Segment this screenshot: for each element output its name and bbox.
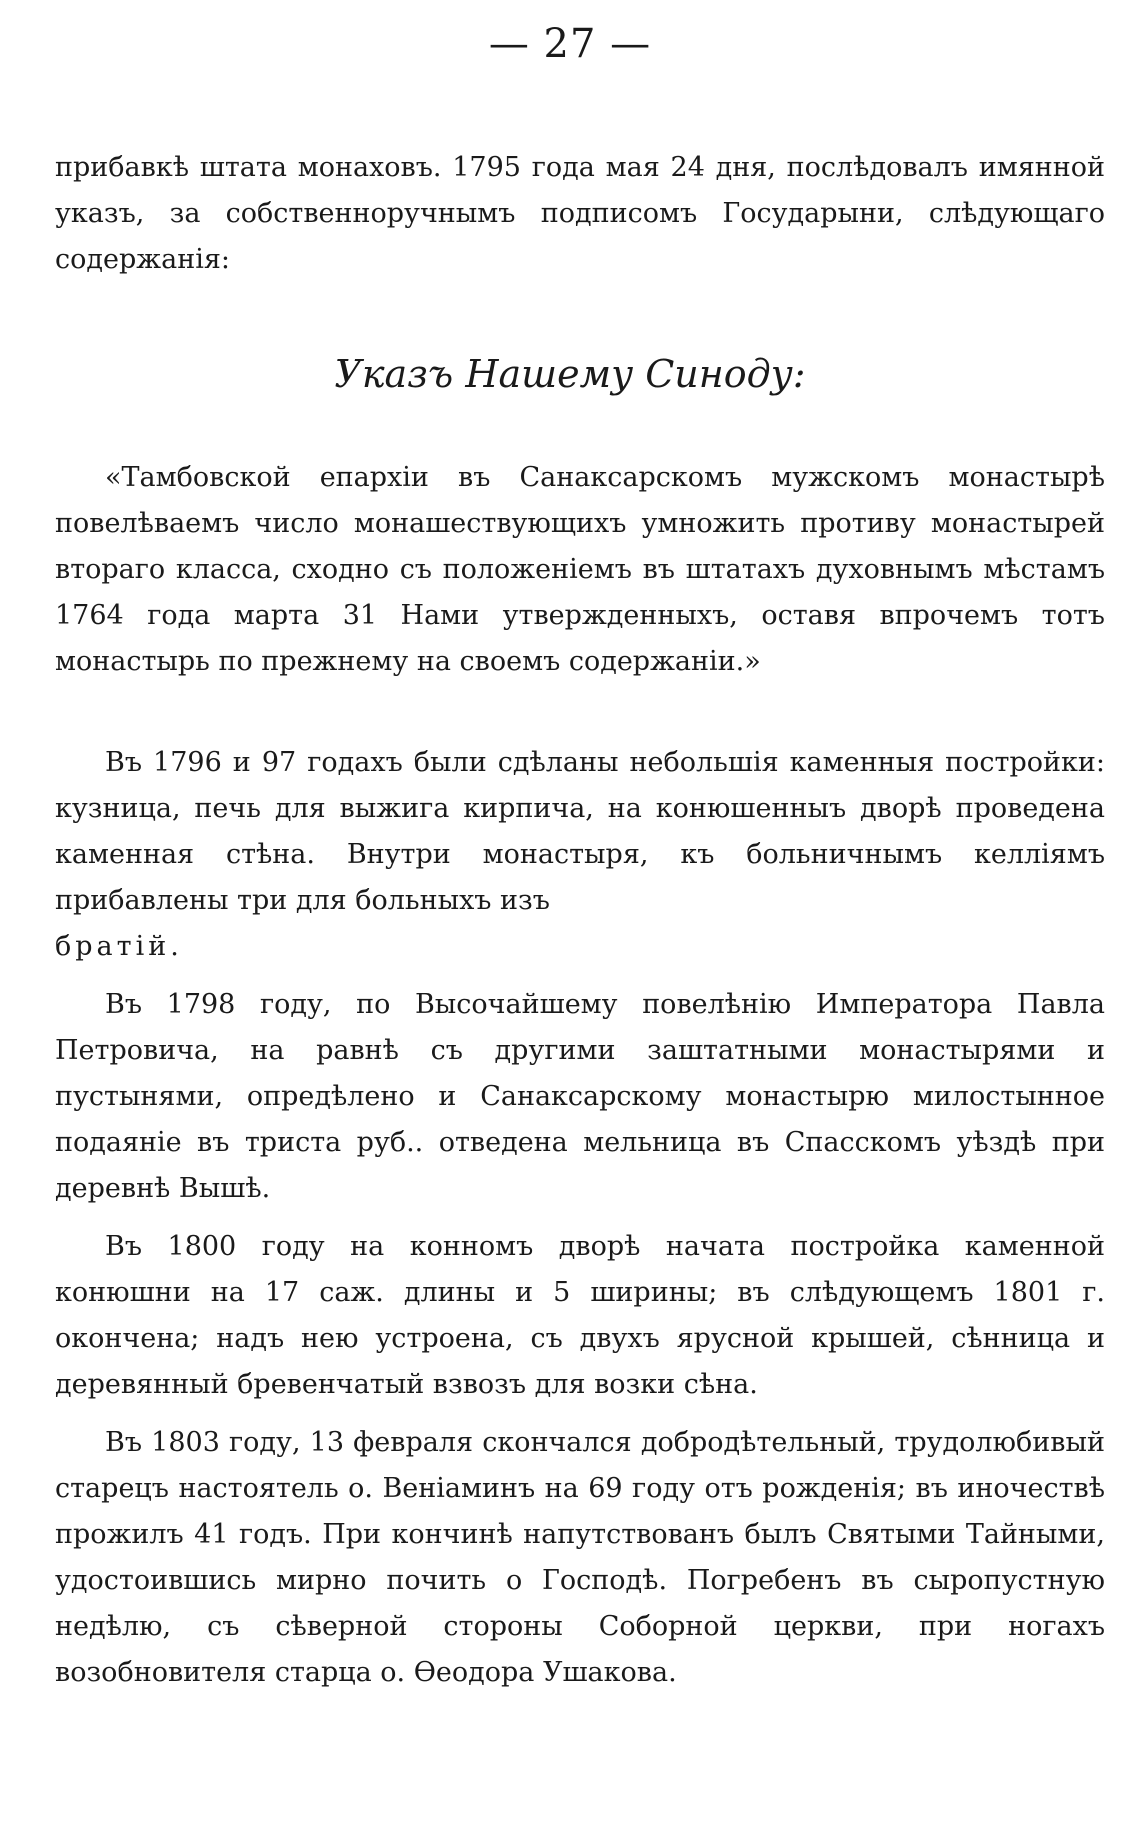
paragraph-1796-end: братій. bbox=[55, 931, 183, 962]
paragraph-1796-main: Въ 1796 и 97 годахъ были сдѣланы небольшія каменныя постройки: кузница, печь для выжига кирпича, на конюшенныъ дворѣ проведена каменная стѣна. Внутри монастыря, къ больничнымъ келліямъ прибавлены три для больныхъ изъ bbox=[55, 747, 1105, 916]
paragraph-1798: Въ 1798 году, по Высочайшему повелѣнію Императора Павла Петровича, на равнѣ съ другими заштатными монастырями и пустынями, опредѣлено и Санаксарскому монастырю милостынное подаяніе въ триста руб.. отведена мельница въ Спасскомъ уѣздѣ при деревнѣ Вышѣ. bbox=[55, 989, 1105, 1204]
decree-heading: Указъ Нашему Синоду: bbox=[334, 352, 806, 396]
page-number: — 27 — bbox=[488, 21, 652, 67]
body-text bbox=[55, 740, 1105, 1708]
intro-text: прибавкѣ штата монаховъ. 1795 года мая 24 дня, послѣдовалъ имянной указъ, за собственноручнымъ подписомъ Государыни, слѣдующаго содержанія: bbox=[55, 152, 1105, 275]
intro-paragraph bbox=[55, 145, 1105, 283]
paragraph-1803: Въ 1803 году, 13 февраля скончался добродѣтельный, трудолюбивый старецъ настоятель о. Веніаминъ на 69 году отъ рожденія; въ иночествѣ прожилъ 41 годъ. При кончинѣ напутствованъ былъ Святыми Тайными, удостоившись мирно почить о Господѣ. Погребенъ въ сыропустную недѣлю, съ сѣверной стороны Соборной церкви, при ногахъ возобновителя старца о. Ѳеодора Ушакова. bbox=[55, 1427, 1105, 1688]
decree-text: «Тамбовской епархіи въ Санаксарскомъ мужскомъ монастырѣ повелѣваемъ число монашествующихъ умножить противу монастырей втораго класса, сходно съ положеніемъ въ штатахъ духовнымъ мѣстамъ 1764 года марта 31 Нами утвержденныхъ, оставя впрочемъ тотъ монастырь по прежнему на своемъ содержаніи.» bbox=[55, 462, 1105, 677]
paragraph-1796 bbox=[55, 740, 1105, 970]
decree-quote bbox=[55, 455, 1105, 685]
paragraph-1800: Въ 1800 году на конномъ дворѣ начата постройка каменной конюшни на 17 саж. длины и 5 ширины; въ слѣдующемъ 1801 г. окончена; надъ нею устроена, съ двухъ ярусной крышей, сѣнница и деревянный бревенчатый взвозъ для возки сѣна. bbox=[55, 1231, 1105, 1400]
